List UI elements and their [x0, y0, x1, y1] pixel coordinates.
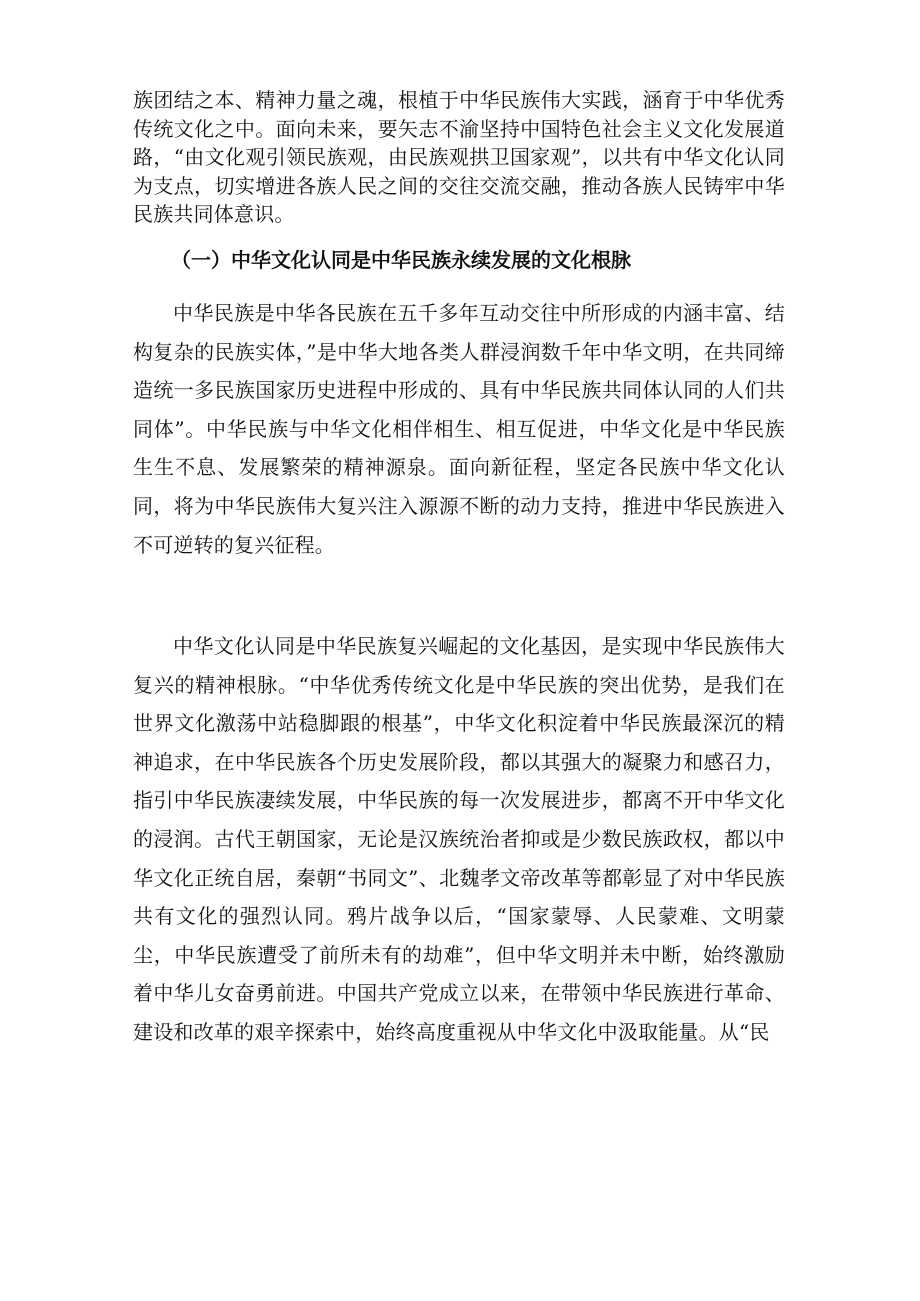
intro-paragraph: 族团结之本、精神力量之魂，根植于中华民族伟大实践，涵育于中华优秀传统文化之中。面向未来，要矢志不渝坚持中国特色社会主义文化发展道路，“由文化观引领民族观，由民族观拱卫国家观”，以共有中华文化认同为支点，切实增进各族人民之间的交往交流交融，推动各族人民铸牢中华民族共同体意识。	[133, 88, 785, 226]
body-paragraph-1: 中华民族是中华各民族在五千多年互动交往中所形成的内涵丰富、结构复杂的民族实体，”是中华大地各类人群浸润数千年中华文明，在共同缔造统一多民族国家历史进程中形成的、具有中华民族共同体认同的人们共同体”。中华民族与中华文化相伴相生、相互促进，中华文化是中华民族生生不息、发展繁荣的精神源泉。面向新征程，坚定各民族中华文化认同，将为中华民族伟大复兴注入源源不断的动力支持，推进中华民族进入不可逆转的复兴征程。	[133, 301, 785, 557]
section-heading: （一）中华文化认同是中华民族永续发展的文化根脉	[171, 248, 631, 272]
body-paragraph-2: 中华文化认同是中华民族复兴崛起的文化基因，是实现中华民族伟大复兴的精神根脉。“中华优秀传统文化是中华民族的突出优势，是我们在世界文化激荡中站稳脚跟的根基”，中华文化积淀着中华民族最深沉的精神追求，在中华民族各个历史发展阶段，都以其强大的凝聚力和感召力，指引中华民族凄续发展，中华民族的每一次发展进步，都离不开中华文化的浸润。古代王朝国家，无论是汉族统治者抑或是少数民族政权，都以中华文化正统自居，秦朝“书同文”、北魏孝文帝改革等都彰显了对中华民族共有文化的强烈认同。鸦片战争以后，“国家蒙辱、人民蒙难、文明蒙尘，中华民族遭受了前所未有的劫难”，但中华文明并未中断，始终激励着中华儿女奋勇前进。中国共产党成立以来，在带领中华民族进行革命、建设和改革的艰辛探索中，始终高度重视从中华文化中汲取能量。从“民	[133, 634, 785, 1044]
